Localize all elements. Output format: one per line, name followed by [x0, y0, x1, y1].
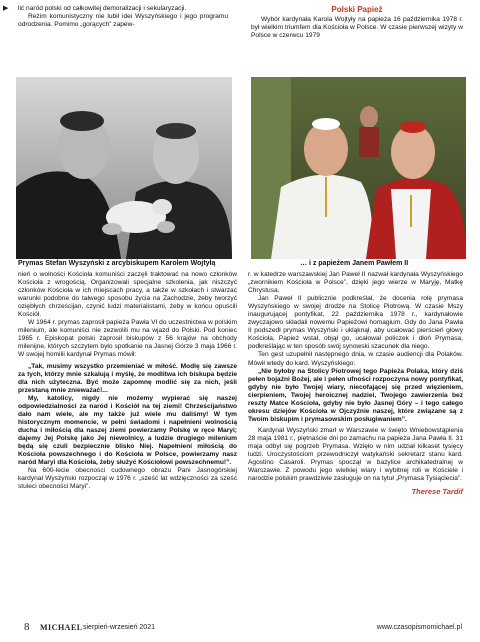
photo-wyszynski-john-paul-ii [251, 77, 466, 259]
paragraph: lić naród polski od całkowitej demoralizacji i sekularyzacji. [18, 5, 187, 12]
author-signature: Therese Tardif [411, 487, 463, 497]
page-number: 8 [24, 621, 30, 633]
paragraph: Ten gest uzupełnił następnego dnia, w czasie audiencji dla Polaków. Mówił wtedy do kard. Wyszyńskiego: [248, 351, 463, 367]
bottom-left-column [18, 271, 237, 491]
section-title: Polski Papież [331, 5, 383, 14]
paragraph: W 1964 r. prymas zaprosił papieża Pawła VI do uczestnictwa w polskim milenium, ale komuniści nie zezwolili mu na wjazd do Polski. Pod koniec 1965 r. Episkopat polski zaprosił biskupów z 56 krajów na obchody milenijne, których szczytem było spotkanie na Jasnej Górze 3 maja 1966 r. W swojej homilii kardynał Prymas mówił: [18, 319, 237, 359]
bottom-right-column [248, 271, 463, 497]
photo-caption-left: Prymas Stefan Wyszyński z arcybiskupem Karolem Wojtyłą [18, 260, 216, 267]
paragraph: Wybór kardynała Karola Wojtyły na papieża 16 października 1978 r. był wielkim triumfem dla Kościoła w Polsce. W czasie pierwszej wizyty w Polsce w czerwcu 1979 [251, 16, 463, 40]
top-left-column [3, 5, 228, 29]
continuation-arrow-icon: ▶ [3, 5, 9, 12]
magazine-name: MICHAEL [40, 623, 83, 632]
quote-paragraph: „Nie byłoby na Stolicy Piotrowej tego Papieża Polaka, który dziś pełen bojaźni Bożej, ale i pełen ufności rozpoczyna nowy pontyfikat, gdyby nie było Twojej wiary, niecofającej się przed więzieniem, cierpieniem, Twojej heroicznej nadziei, Twojego zawierzenia bez reszty Matce Kościoła, gdyby nie było Jasnej Góry – i tego całego okresu dziejów Kościoła w Ojczyźnie naszej, które związane są z Twoim biskupim i prymasowskim posługiwaniem”. [248, 367, 463, 423]
page-footer [0, 617, 480, 637]
photo-illustration [251, 77, 466, 259]
paragraph: Na 600-lecie obecności cudownego obrazu Pani Jasnogórskiej kardynał Wyszyński rozpoczął w 1976 r. „sześć lat wdzięczności za sześć stuleci obecności Maryi”. [18, 467, 237, 491]
photo-wyszynski-wojtyla [16, 77, 232, 259]
website-link[interactable]: www.czasopismomichael.pl [376, 624, 462, 631]
photo-caption-right: … i z papieżem Janem Pawłem II [300, 260, 409, 267]
quote-paragraph: „Tak, musimy wszystko przemieniać w miłość. Modlę się zawsze za tych, którzy mnie szkalują i myślę, że modlitwa ich biskupa będzie dla nich użyteczna. Być może zapomnę modlić się za nich, jeśli przestaną mnie znieważać!... [18, 362, 237, 394]
paragraph: r. w katedrze warszawskiej Jan Paweł II nazwał kardynała Wyszyńskiego „zwornikiem Kościoła w Polsce”, dzięki jego wierze w Maryję, Matkę Chrystusa. [248, 271, 463, 295]
paragraph: Reżim komunistyczny nie lubił idei Wyszyńskiego i jego programu odrodzenia. Pomimo „gorących” zapew- [18, 13, 228, 29]
issue-date: sierpień-wrzesień 2021 [83, 624, 155, 631]
top-right-column [251, 5, 463, 40]
paragraph: Kardynał Wyszyński zmarł w Warszawie w święto Wniebowstąpienia 28 maja 1981 r., piętnaście dni po zamachu na papieża Jana Pawła II. 31 maja odbył się pogrzeb Prymasa. Wzięło w nim udział kilkaset tysięcy ludzi. Uroczystościom przewodniczył watykański sekretarz stanu kard. Agostino Casaroli. Prymas spoczął w bazylice archikatedralnej w Warszawie. Z powodu jego wielkiej wiary i wybitnej roli w Kościele i narodzie polskim prawdziwie zasługuje on na tytuł „Prymasa Tysiąclecia”. [248, 426, 463, 483]
quote-paragraph: My, katolicy, nigdy nie możemy wypierać się naszej odpowiedzialności za naród i Kościół na tej ziemi! Chrześcijaństwo dało nam wiele, ale my także już wiele mu daliśmy! W tym historycznym momencie, w pełni świadomi i napełnieni wolnością ducha i miłością dla naszej ziemi powierzamy Polskę w ręce Maryi; dajemy Jej Polskę jako Jej niewolnicy, a ludzie drugiego milenium będą się czuli bezpiecznie blisko Niej. Napełnieni miłością do Kościoła powszechnego i do Kościoła w Polsce, powierzamy nasz naród Maryi dla Kościoła, żeby służyć Kościołowi powszechnemu!”. [18, 394, 237, 467]
paragraph: Jan Paweł II publicznie podkreślał, że docenia rolę prymasa Wyszyńskiego w swojej drodze na Stolicę Piotrową. W czasie Mszy inaugurującej pontyfikat, 22 października 1978 r., kardynałowie zwyczajowo składali nowemu Papieżowi homagium. Gdy do Jana Pawła II podszedł prymas Wyszyński i ukląknął, aby ucałować pierścień głowy Kościoła, Papież wstał, objął go, ucałował policzek i dłoń Prymasa, podkreślając w ten sposób swój synowski szacunek dla niego. [248, 295, 463, 351]
photo-illustration [16, 77, 232, 259]
paragraph: nień o wolności Kościoła komuniści zaczęli traktować na nowo członków Kościoła z wrogością. Organizowali specjalne szkolenia, jak niszczyć członków Kościoła w ich miejscach pracy, a także w szkołach i stwarzać warunki podobne do tałwego sposobu życia na Zachodzie, żeby tworzyć oziębłych chrześcijan, czynić ludzi materialistami, żeby w końcu opuścili Kościół. [18, 271, 237, 319]
